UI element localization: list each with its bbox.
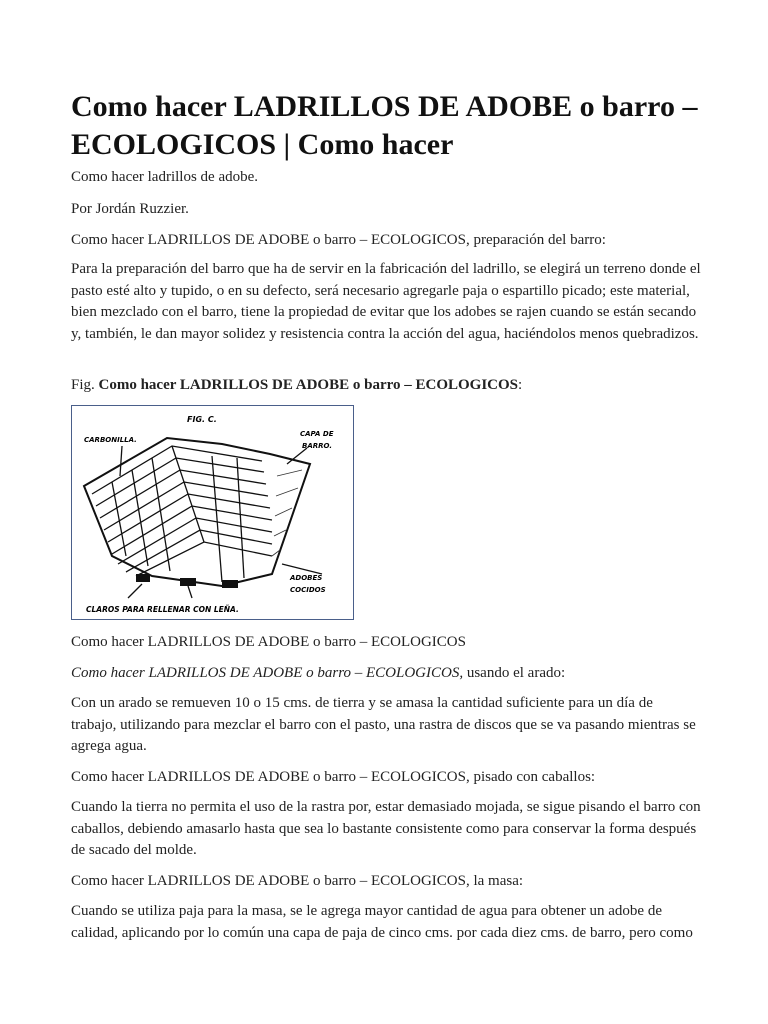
section-heading-arado [71,663,701,685]
section-heading-arado-rest: usando el arado: [463,665,566,681]
figure-label-suffix: : [518,377,523,393]
label-capa-line1: CAPA DE [300,430,334,438]
author-line: Por Jordán Ruzzier. [71,201,189,217]
label-adobes-line1: ADOBES [290,574,323,582]
label-carbonilla: CARBONILLA. [84,436,137,444]
figure-label [71,375,701,397]
section-heading-caballos: Como hacer LADRILLOS DE ADOBE o barro – ECOLOGICOS, pisado con caballos: [71,769,596,785]
label-capa-line2: BARRO. [302,442,332,450]
label-adobes-line2: COCIDOS [290,586,326,594]
page-title: Como hacer LADRILLOS DE ADOBE o barro – ECOLOGICOS | Como hacer [71,90,698,161]
section-heading-arado-italic: Como hacer LADRILLOS DE ADOBE o barro – ECOLOGICOS, [71,665,464,681]
intro-text: Como hacer ladrillos de adobe. [71,169,259,185]
section-heading-masa: Como hacer LADRILLOS DE ADOBE o barro – ECOLOGICOS, la masa: [71,873,524,889]
paragraph-masa: Cuando se utiliza paja para la masa, se le agrega mayor cantidad de agua para obtener un adobe de calidad, aplicando por lo común una capa de paja de cinco cms. por cada diez cms. de barro, pero como [71,903,693,941]
mud-shading [272,470,302,556]
kiln-drawing [72,406,352,618]
figure-label-bold: Como hacer LADRILLOS DE ADOBE o barro – ECOLOGICOS [98,377,519,393]
figure-number: FIG. C. [187,415,217,424]
section-heading-preparation: Como hacer LADRILLOS DE ADOBE o barro – ECOLOGICOS, preparación del barro: [71,232,606,248]
paragraph-caballos: Cuando la tierra no permita el uso de la rastra por, estar demasiado mojada, se sigue pisando el barro con caballos, debiendo amasarlo hasta que sea lo bastante consistente como para conservar la forma después de sacado del molde. [71,799,701,858]
label-claros: CLAROS PARA RELLENAR CON LEÑA. [86,605,239,614]
adobe-kiln-illustration [71,405,354,620]
figure-label-prefix: Fig. [71,377,99,393]
figure-caption: Como hacer LADRILLOS DE ADOBE o barro – ECOLOGICOS [71,634,466,650]
paragraph-arado: Con un arado se remueven 10 o 15 cms. de tierra y se amasa la cantidad suficiente para un día de trabajo, utilizando para mezclar el barro con el pasto, una rastra de discos que se va pasando mientras se agrega agua. [71,695,696,754]
paragraph-preparation: Para la preparación del barro que ha de servir en la fabricación del ladrillo, se elegirá un terreno donde el pasto esté alto y tupido, o en su defecto, será necesario agregarle paja o espartillo picado; este material, bien mezclado con el barro, tiene la propiedad de evitar que los adobes se rajen cuando se están secando y, también, le dan mayor solidez y resistencia contra la acción del agua, haciéndolos menos quebradizos. [71,261,701,342]
